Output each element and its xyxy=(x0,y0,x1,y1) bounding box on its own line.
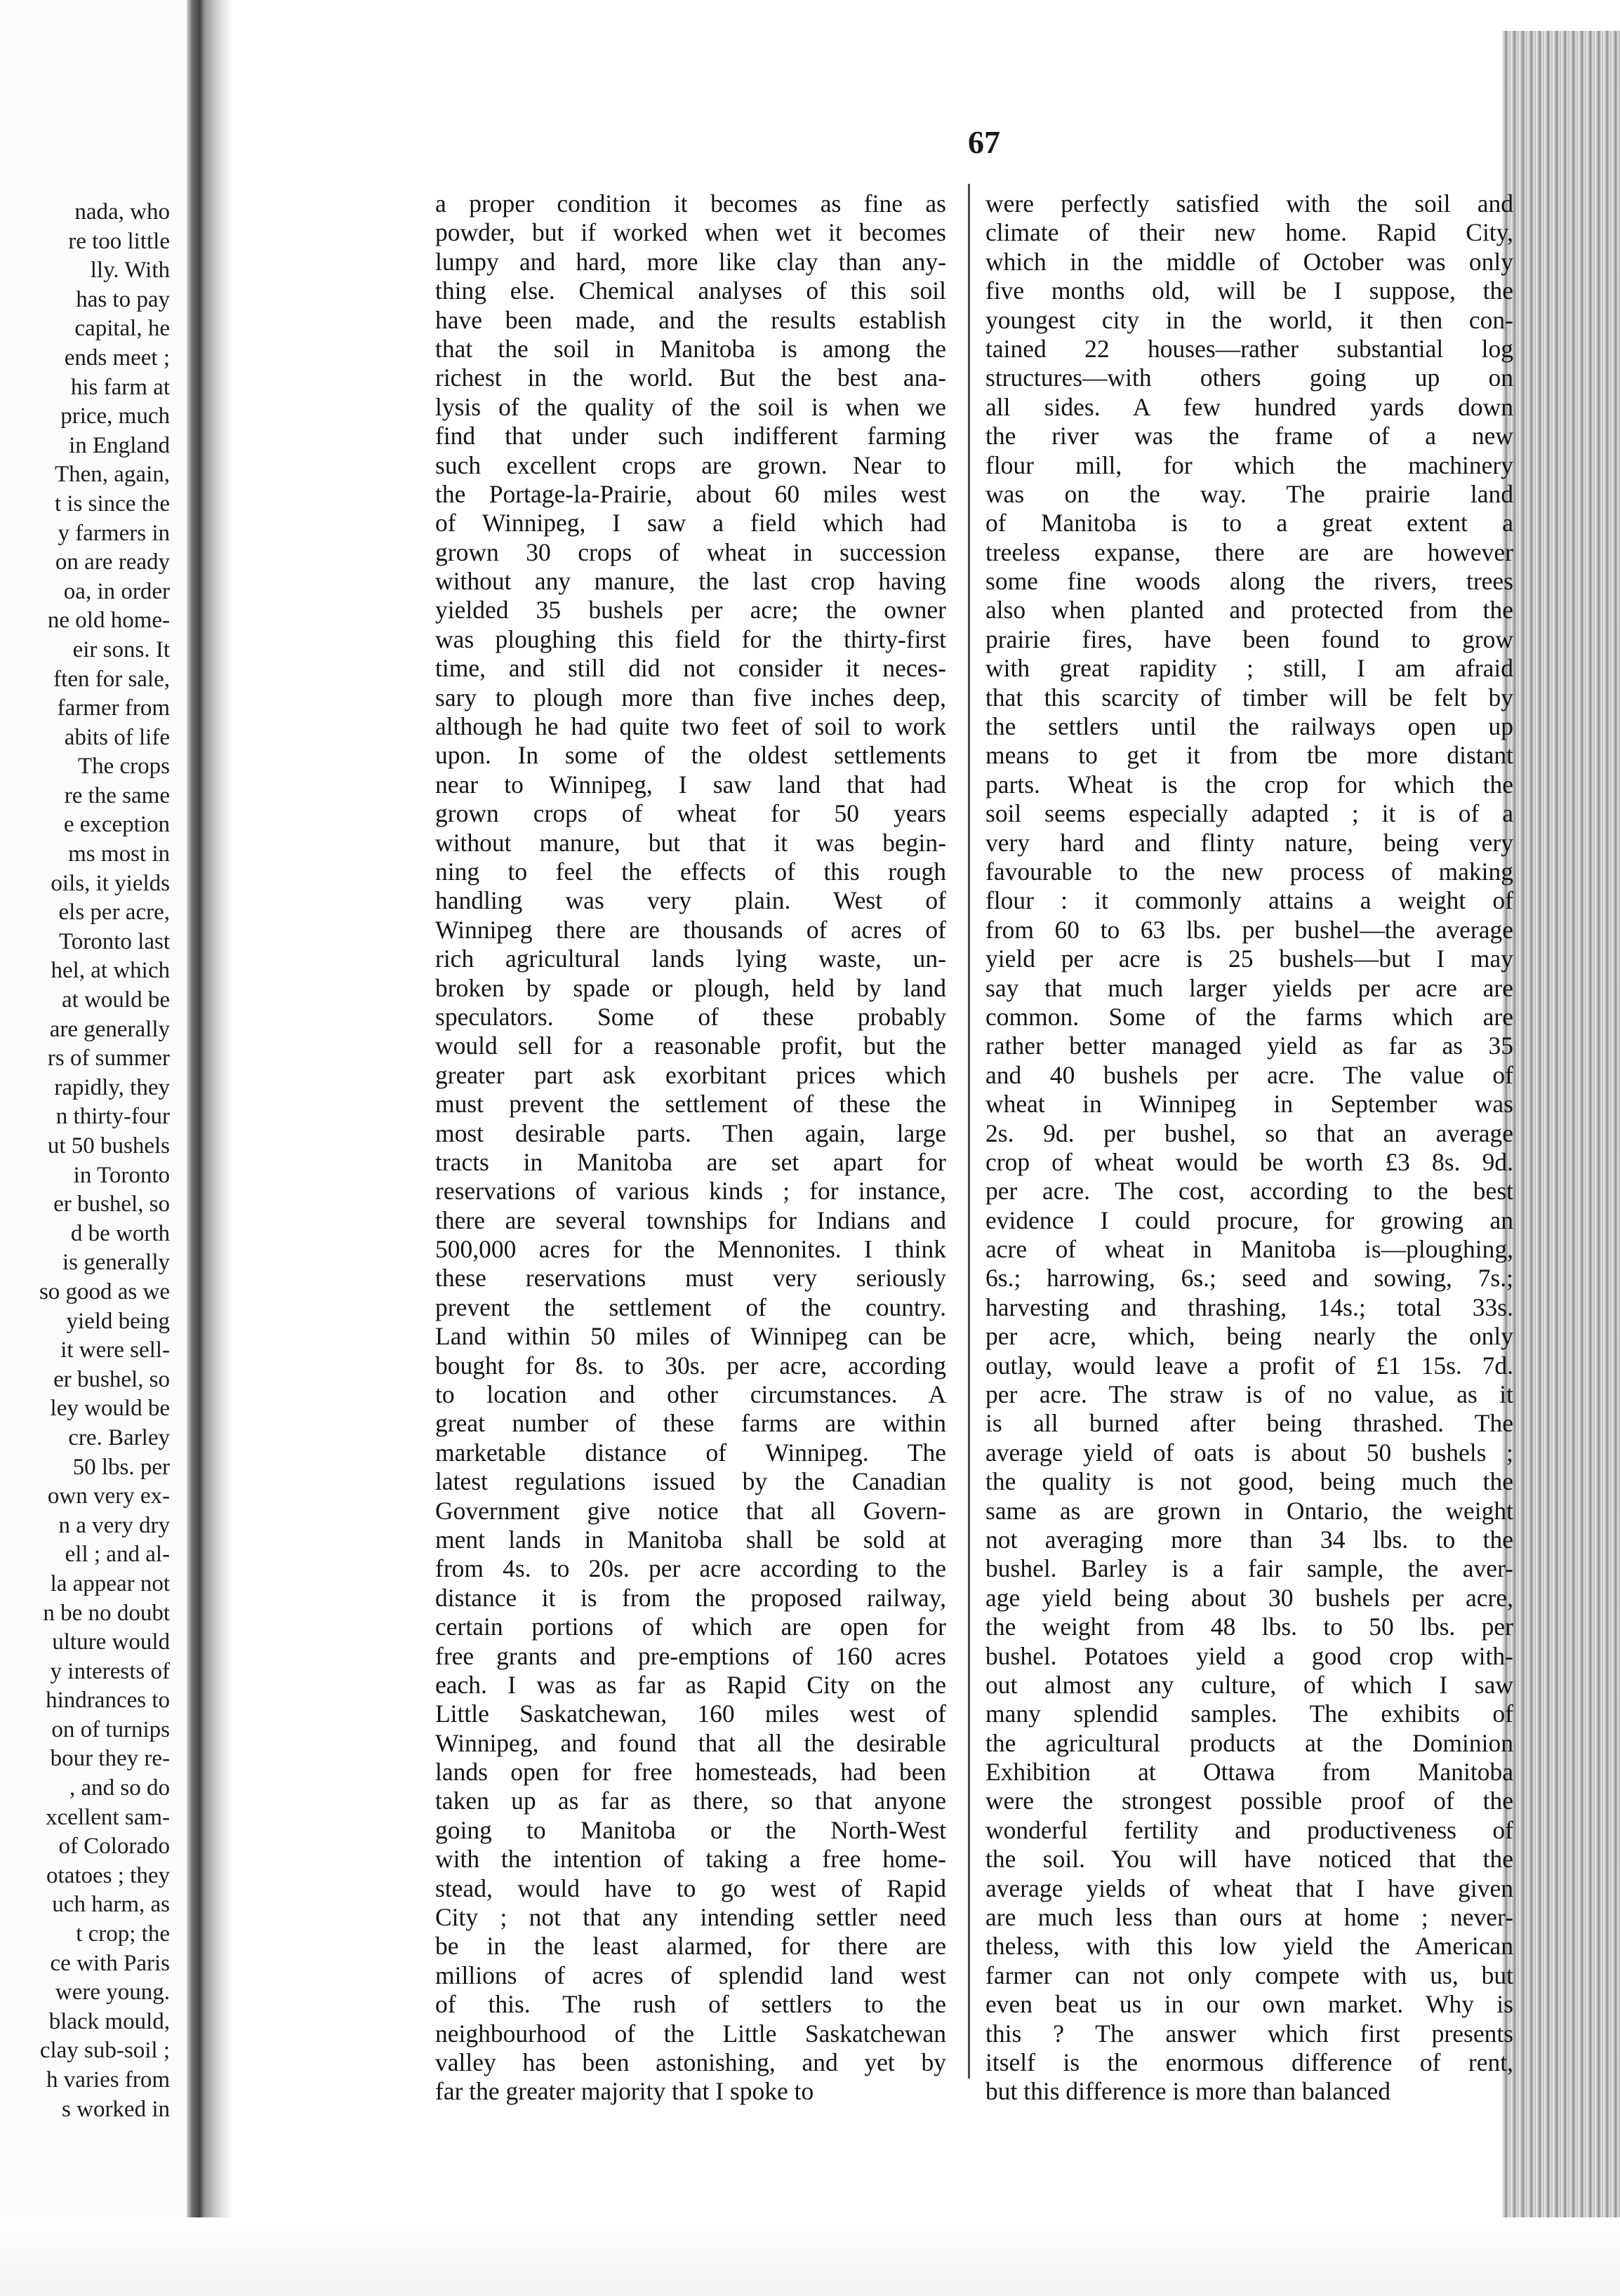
text-line: ment lands in Manitoba shall be sold at xyxy=(435,1525,946,1554)
text-line: handling was very plain. West of xyxy=(435,886,946,915)
fragment-line: n a very dry xyxy=(58,1512,170,1538)
text-line: thing else. Chemical analyses of this soil xyxy=(435,276,946,305)
text-line: speculators. Some of these probably xyxy=(435,1002,946,1031)
fragment-line: rs of summer xyxy=(47,1046,170,1072)
fragment-line: ell ; and al- xyxy=(65,1542,170,1568)
text-line: that the soil in Manitoba is among the xyxy=(435,334,946,363)
text-line: grown 30 crops of wheat in succession xyxy=(435,538,946,566)
text-line: youngest city in the world, it then con- xyxy=(985,305,1513,334)
text-line: outlay, would leave a profit of £1 15s. 7d. xyxy=(985,1351,1513,1380)
fragment-line: yield being xyxy=(66,1308,170,1334)
fragment-line: on are ready xyxy=(55,549,170,575)
text-line: average yield of oats is about 50 bushels ; xyxy=(985,1438,1513,1467)
text-line: without any manure, the last crop having xyxy=(435,567,946,596)
text-line: near to Winnipeg, I saw land that had xyxy=(435,770,946,799)
text-line: means to get it from tbe more distant xyxy=(985,741,1513,770)
page-67 xyxy=(211,0,1513,2296)
page-stack-top xyxy=(1502,0,1620,31)
fragment-line: it were sell- xyxy=(60,1337,170,1363)
text-line: a proper condition it becomes as fine as xyxy=(435,189,946,218)
fragment-line: so good as we xyxy=(39,1279,170,1304)
text-line: flour : it commonly attains a weight of xyxy=(985,886,1513,915)
text-line: harvesting and thrashing, 14s.; total 33s. xyxy=(985,1293,1513,1321)
fragment-line: uch harm, as xyxy=(52,1892,170,1918)
text-line: yielded 35 bushels per acre; the owner xyxy=(435,596,946,625)
text-line: greater part ask exorbitant prices which xyxy=(435,1060,946,1089)
fragment-line: hel, at which xyxy=(51,958,170,984)
previous-page-fragment xyxy=(0,0,190,2231)
text-line: not averaging more than 34 lbs. to the xyxy=(985,1525,1513,1554)
fragment-line: lly. With xyxy=(90,258,170,283)
fragment-line: er bushel, so xyxy=(53,1366,170,1392)
text-line: 2s. 9d. per bushel, so that an average xyxy=(985,1119,1513,1147)
fragment-line: abits of life xyxy=(64,724,170,750)
text-line: would sell for a reasonable profit, but the xyxy=(435,1032,946,1060)
text-line: each. I was as far as Rapid City on the xyxy=(435,1670,946,1699)
text-line: very hard and flinty nature, being very xyxy=(985,828,1513,857)
text-line: going to Manitoba or the North-West xyxy=(435,1815,946,1844)
text-line: neighbourhood of the Little Saskatchewan xyxy=(435,2019,946,2048)
fragment-line: otatoes ; they xyxy=(46,1862,170,1888)
text-line: taken up as far as there, so that anyone xyxy=(435,1787,946,1815)
text-line: some fine woods along the rivers, trees xyxy=(985,567,1513,596)
fragment-line: clay sub-soil ; xyxy=(39,2038,170,2064)
fragment-line: t is since the xyxy=(54,490,170,516)
text-line: the quality is not good, being much the xyxy=(985,1467,1513,1496)
text-line: even beat us in our own market. Why is xyxy=(985,1990,1513,2019)
text-line: prevent the settlement of the country. xyxy=(435,1293,946,1321)
text-line: find that under such indifferent farming xyxy=(435,422,946,450)
fragment-line: of Colorado xyxy=(58,1834,170,1860)
text-line: Land within 50 miles of Winnipeg can be xyxy=(435,1322,946,1351)
text-line: broken by spade or plough, held by land xyxy=(435,973,946,1002)
text-line: marketable distance of Winnipeg. The xyxy=(435,1438,946,1467)
text-line: without manure, but that it was begin- xyxy=(435,828,946,857)
text-line: such excellent crops are grown. Near to xyxy=(435,450,946,479)
text-line: from 4s. to 20s. per acre according to the xyxy=(435,1554,946,1583)
fragment-line: n thirty-four xyxy=(55,1104,170,1130)
text-line: itself is the enormous difference of rent, xyxy=(985,2048,1513,2076)
fragment-line: oils, it yields xyxy=(51,870,170,896)
text-line: ning to feel the effects of this rough xyxy=(435,857,946,886)
fragment-line: bour they re- xyxy=(50,1746,170,1772)
fragment-line: on of turnips xyxy=(51,1716,170,1742)
text-line: average yields of wheat that I have given xyxy=(985,1874,1513,1902)
text-line: 6s.; harrowing, 6s.; seed and sowing, 7s.; xyxy=(985,1264,1513,1293)
text-line: wheat in Winnipeg in September was xyxy=(985,1090,1513,1119)
text-line: the agricultural products at the Dominion xyxy=(985,1728,1513,1757)
text-line: but this difference is more than balanced xyxy=(985,2077,1390,2106)
text-line: be in the least alarmed, for there are xyxy=(435,1932,946,1961)
text-line: lumpy and hard, more like clay than any- xyxy=(435,247,946,276)
fragment-line: black mould, xyxy=(48,2008,170,2034)
text-line: with the intention of taking a free home- xyxy=(435,1845,946,1874)
text-line: stead, would have to go west of Rapid xyxy=(435,1874,946,1902)
fragment-line: ulture would xyxy=(52,1629,170,1655)
fragment-line: are generally xyxy=(49,1016,170,1042)
text-line: millions of acres of splendid land west xyxy=(435,1961,946,1989)
text-line: powder, but if worked when wet it becomes xyxy=(435,218,946,247)
fragment-line: ce with Paris xyxy=(50,1950,170,1976)
text-line: the Portage-la-Prairie, about 60 miles west xyxy=(435,479,946,508)
fragment-line: ften for sale, xyxy=(53,666,170,692)
text-line: age yield being about 30 bushels per acre, xyxy=(985,1583,1513,1612)
text-line: certain portions of which are open for xyxy=(435,1613,946,1641)
fragment-line: y interests of xyxy=(50,1658,170,1684)
text-line: valley has been astonishing, and yet by xyxy=(435,2048,946,2076)
text-line: Exhibition at Ottawa from Manitoba xyxy=(985,1758,1513,1787)
text-line: soil seems especially adapted ; it is of a xyxy=(985,799,1513,828)
text-line: 500,000 acres for the Mennonites. I think xyxy=(435,1235,946,1264)
text-line: are much less than ours at home ; never- xyxy=(985,1903,1513,1932)
fragment-line: cre. Barley xyxy=(68,1424,170,1450)
text-line: is all burned after being thrashed. The xyxy=(985,1409,1513,1438)
column-rule xyxy=(968,184,970,2078)
text-line: that this scarcity of timber will be felt by xyxy=(985,683,1513,712)
fragment-line: ms most in xyxy=(68,841,170,867)
text-line: upon. In some of the oldest settlements xyxy=(435,741,946,770)
fragment-line: e exception xyxy=(63,812,170,838)
text-line: of Winnipeg, I saw a field which had xyxy=(435,509,946,538)
page-number: 67 xyxy=(968,124,1000,160)
text-line: parts. Wheat is the crop for which the xyxy=(985,770,1513,799)
text-line: bushel. Potatoes yield a good crop with- xyxy=(985,1641,1513,1670)
fragment-line: hindrances to xyxy=(46,1688,170,1714)
text-line: the weight from 48 lbs. to 50 lbs. per xyxy=(985,1613,1513,1641)
text-line: same as are grown in Ontario, the weight xyxy=(985,1496,1513,1525)
fragment-line: xcellent sam- xyxy=(46,1804,170,1830)
text-column-left xyxy=(435,189,946,2107)
text-line: must prevent the settlement of these the xyxy=(435,1090,946,1119)
text-line: which in the middle of October was only xyxy=(985,247,1513,276)
text-line: rich agricultural lands lying waste, un- xyxy=(435,945,946,973)
text-line: great number of these farms are within xyxy=(435,1409,946,1438)
text-line: bought for 8s. to 30s. per acre, according xyxy=(435,1351,946,1380)
text-line: the settlers until the railways open up xyxy=(985,712,1513,741)
previous-page-text xyxy=(0,198,170,2124)
fragment-line: re too little xyxy=(68,228,170,254)
text-line: lysis of the quality of the soil is when we xyxy=(435,392,946,421)
text-line: theless, with this low yield the American xyxy=(985,1932,1513,1961)
text-line: per acre, which, being nearly the only xyxy=(985,1322,1513,1351)
fragment-line: price, much xyxy=(60,403,170,429)
text-line: flour mill, for which the machinery xyxy=(985,450,1513,479)
text-line: tracts in Manitoba are set apart for xyxy=(435,1147,946,1176)
text-line: yield per acre is 25 bushels—but I may xyxy=(985,945,1513,973)
fragment-line: at would be xyxy=(62,987,170,1013)
fragment-line: ends meet ; xyxy=(64,345,170,371)
fragment-line: h varies from xyxy=(46,2067,170,2093)
text-line: were the strongest possible proof of the xyxy=(985,1787,1513,1815)
page-stack-edge xyxy=(1502,0,1620,2296)
fragment-line: ut 50 bushels xyxy=(47,1133,170,1159)
text-line: the soil. You will have noticed that the xyxy=(985,1845,1513,1874)
text-line: with great rapidity ; still, I am afraid xyxy=(985,654,1513,683)
fragment-line: in England xyxy=(69,432,170,458)
text-line: sary to plough more than five inches deep, xyxy=(435,683,946,712)
text-column-right xyxy=(985,189,1513,2107)
fragment-line: la appear not xyxy=(50,1570,170,1596)
fragment-line: his farm at xyxy=(70,374,170,400)
fragment-line: Then, again, xyxy=(54,462,170,488)
text-line: the river was the frame of a new xyxy=(985,422,1513,450)
fragment-line: er bushel, so xyxy=(53,1192,170,1217)
text-line: say that much larger yields per acre are xyxy=(985,973,1513,1002)
fragment-line: rapidly, they xyxy=(54,1074,170,1100)
book-binding-shadow xyxy=(187,0,205,2296)
text-line: were perfectly satisfied with the soil and xyxy=(985,189,1513,218)
text-line: tained 22 houses—rather substantial log xyxy=(985,334,1513,363)
text-line: out almost any culture, of which I saw xyxy=(985,1670,1513,1699)
text-line: richest in the world. But the best ana- xyxy=(435,363,946,392)
text-line: distance it is from the proposed railway, xyxy=(435,1583,946,1612)
text-line: although he had quite two feet of soil to work xyxy=(435,712,946,741)
text-line: Government give notice that all Govern- xyxy=(435,1496,946,1525)
text-line: far the greater majority that I spoke to xyxy=(435,2077,814,2106)
text-line: wonderful fertility and productiveness of xyxy=(985,1815,1513,1844)
text-line: to location and other circumstances. A xyxy=(435,1380,946,1409)
text-line: prairie fires, have been found to grow xyxy=(985,625,1513,653)
fragment-line: d be worth xyxy=(70,1220,170,1246)
text-line: grown crops of wheat for 50 years xyxy=(435,799,946,828)
text-line: time, and still did not consider it neces- xyxy=(435,654,946,683)
text-line: per acre. The cost, according to the best xyxy=(985,1177,1513,1206)
fragment-line: s worked in xyxy=(62,2096,170,2122)
fragment-line: ley would be xyxy=(50,1396,170,1422)
text-line: Little Saskatchewan, 160 miles west of xyxy=(435,1700,946,1728)
fragment-line: 50 lbs. per xyxy=(72,1454,170,1480)
fragment-line: The crops xyxy=(77,754,170,780)
text-line: farmer can not only compete with us, but xyxy=(985,1961,1513,1989)
text-line: also when planted and protected from the xyxy=(985,596,1513,625)
text-line: favourable to the new process of making xyxy=(985,857,1513,886)
fragment-line: , and so do xyxy=(69,1775,170,1801)
text-line: structures—with others going up on xyxy=(985,363,1513,392)
fragment-line: nada, who xyxy=(74,199,170,225)
text-line: common. Some of the farms which are xyxy=(985,1002,1513,1031)
text-line: of Manitoba is to a great extent a xyxy=(985,509,1513,538)
fragment-line: has to pay xyxy=(76,286,170,312)
fragment-line: farmer from xyxy=(57,695,170,721)
text-line: latest regulations issued by the Canadian xyxy=(435,1467,946,1496)
text-line: climate of their new home. Rapid City, xyxy=(985,218,1513,247)
text-line: have been made, and the results establish xyxy=(435,305,946,334)
fragment-line: n be no doubt xyxy=(43,1600,170,1626)
text-line: free grants and pre-emptions of 160 acres xyxy=(435,1641,946,1670)
text-line: all sides. A few hundred yards down xyxy=(985,392,1513,421)
text-line: per acre. The straw is of no value, as it xyxy=(985,1380,1513,1409)
text-line: Winnipeg there are thousands of acres of xyxy=(435,915,946,944)
text-line: five months old, will be I suppose, the xyxy=(985,276,1513,305)
text-line: and 40 bushels per acre. The value of xyxy=(985,1060,1513,1089)
text-line: rather better managed yield as far as 35 xyxy=(985,1032,1513,1060)
fragment-line: capital, he xyxy=(74,316,170,342)
fragment-line: oa, in order xyxy=(63,578,170,604)
text-line: most desirable parts. Then again, large xyxy=(435,1119,946,1147)
fragment-line: t crop; the xyxy=(76,1921,170,1947)
fragment-line: Toronto last xyxy=(58,928,170,954)
text-line: bushel. Barley is a fair sample, the aver- xyxy=(985,1554,1513,1583)
fragment-line: eir sons. It xyxy=(72,636,170,662)
text-line: acre of wheat in Manitoba is—ploughing, xyxy=(985,1235,1513,1264)
text-line: from 60 to 63 lbs. per bushel—the average xyxy=(985,915,1513,944)
text-line: lands open for free homesteads, had been xyxy=(435,1758,946,1787)
text-line: this ? The answer which first presents xyxy=(985,2019,1513,2048)
text-line: reservations of various kinds ; for instance, xyxy=(435,1177,946,1206)
text-line: evidence I could procure, for growing an xyxy=(985,1206,1513,1234)
fragment-line: is generally xyxy=(62,1250,170,1276)
text-line: Winnipeg, and found that all the desirable xyxy=(435,1728,946,1757)
fragment-line: ne old home- xyxy=(47,608,170,634)
text-line: many splendid samples. The exhibits of xyxy=(985,1700,1513,1728)
fragment-line: els per acre, xyxy=(58,900,170,926)
text-line: there are several townships for Indians and xyxy=(435,1206,946,1234)
text-line: of this. The rush of settlers to the xyxy=(435,1990,946,2019)
fragment-line: in Toronto xyxy=(73,1162,170,1188)
text-line: was on the way. The prairie land xyxy=(985,479,1513,508)
fragment-line: re the same xyxy=(64,782,170,808)
fragment-line: own very ex- xyxy=(47,1483,170,1509)
text-line: crop of wheat would be worth £3 8s. 9d. xyxy=(985,1147,1513,1176)
fragment-line: were young. xyxy=(55,1980,170,2005)
text-line: City ; not that any intending settler need xyxy=(435,1903,946,1932)
fragment-line: y farmers in xyxy=(58,520,170,546)
text-line: treeless expanse, there are are however xyxy=(985,538,1513,566)
text-line: these reservations must very seriously xyxy=(435,1264,946,1293)
text-line: was ploughing this field for the thirty-first xyxy=(435,625,946,653)
